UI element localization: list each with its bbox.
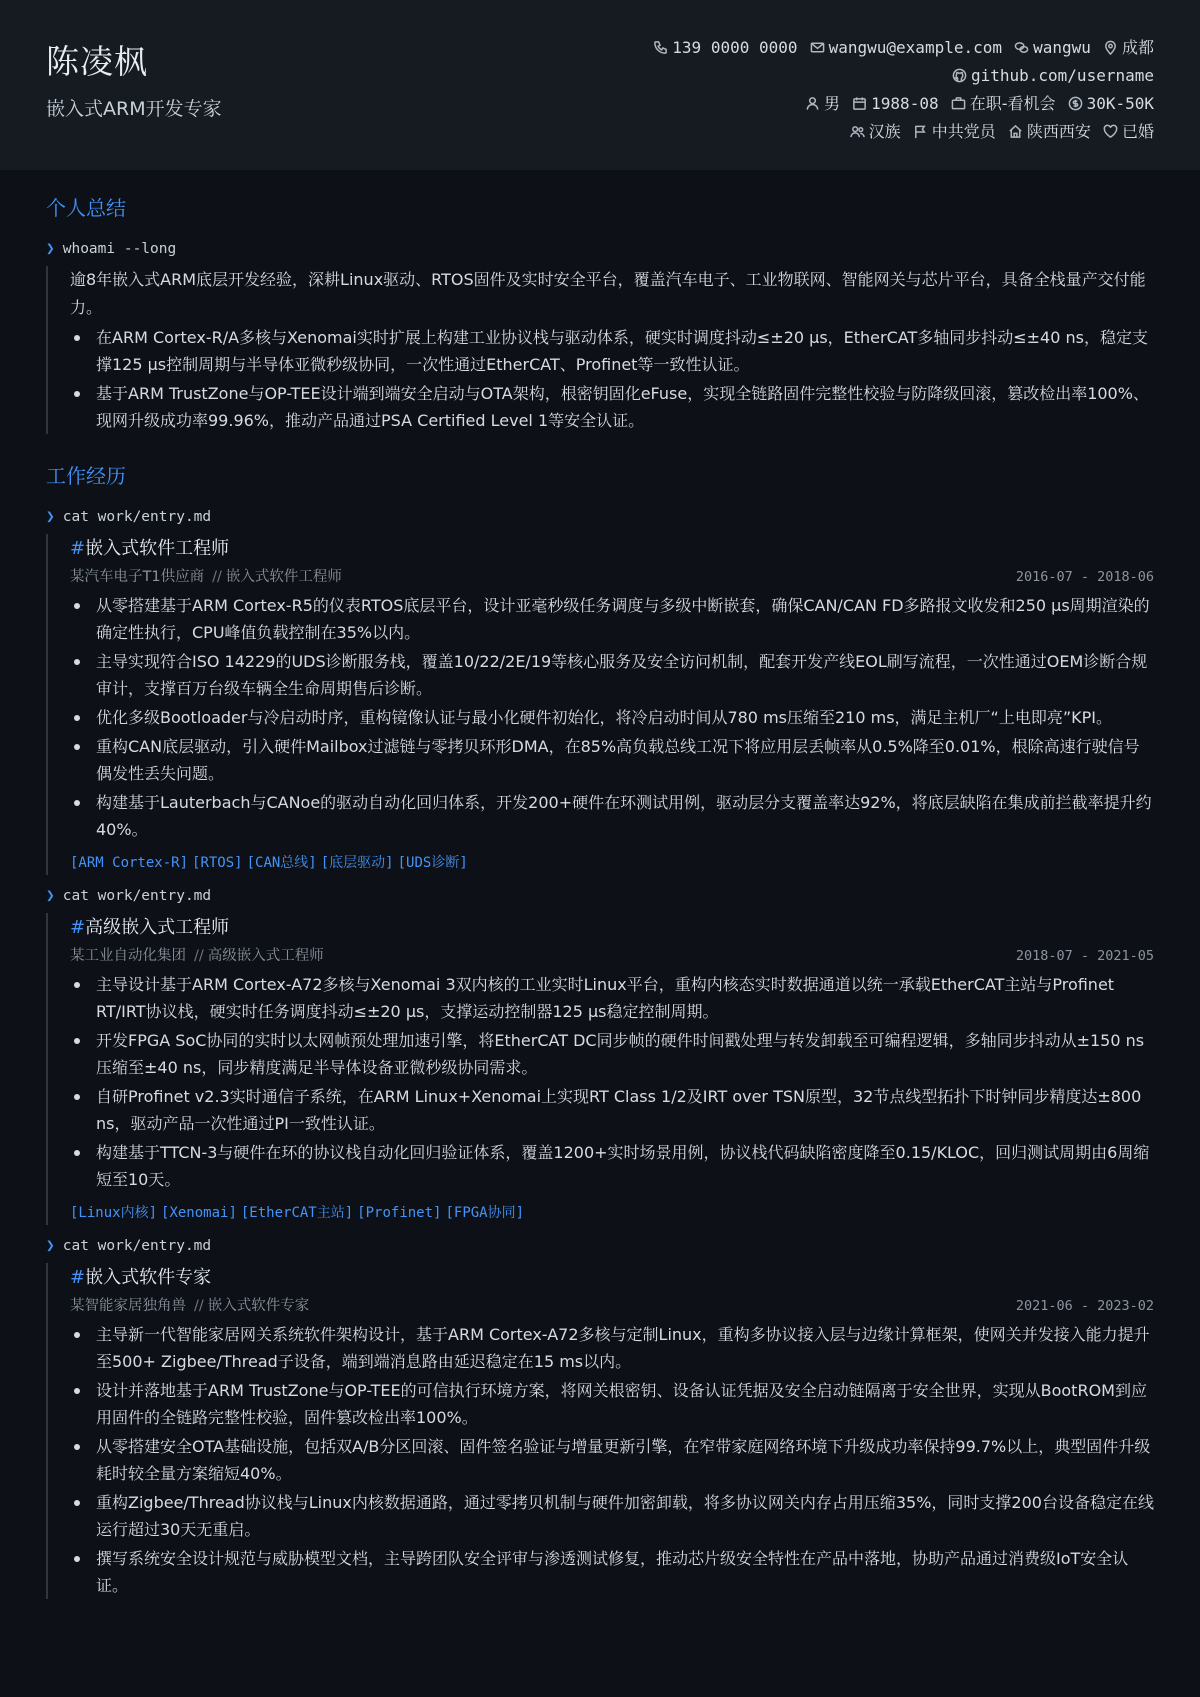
hash-marker: # <box>70 917 86 938</box>
job-dates: 2016-07 - 2018-06 <box>1015 569 1154 585</box>
summary-command: whoami --long <box>62 241 177 257</box>
job-tags <box>70 1201 1154 1225</box>
map-pin-icon <box>1103 36 1118 51</box>
tag: [Xenomai] <box>161 1205 237 1221</box>
meta-separator: // <box>212 569 222 585</box>
mail-icon <box>810 36 825 51</box>
summary-bullets <box>70 324 1154 434</box>
job-command: cat work/entry.md <box>62 1238 212 1254</box>
tag: [RTOS] <box>192 855 243 871</box>
summary-paragraph: 逾8年嵌入式ARM底层开发经验，深耕Linux驱动、RTOS固件及实时安全平台，覆盖汽车电子、工业物联网、智能网关与芯片平台，具备全栈量产交付能力。 <box>70 270 1146 317</box>
job-bullets <box>70 971 1154 1193</box>
calendar-icon <box>852 92 867 107</box>
summary-prompt <box>46 238 1154 260</box>
job-bullet: 开发FPGA SoC协同的实时以太网帧预处理加速引擎，将EtherCAT DC同步帧的硬件时间戳处理与转发卸载至可编程逻辑，多轴同步抖动从±150 ns压缩至±40 ns，同步精度满足半导体设备亚微秒级协同需求。 <box>70 1027 1154 1081</box>
job-tags <box>70 851 1154 875</box>
job-bullets <box>70 1321 1154 1599</box>
job-company-line <box>70 1293 309 1319</box>
tag: [Profinet] <box>357 1205 442 1221</box>
job-bullet: 主导实现符合ISO 14229的UDS诊断服务栈，覆盖10/22/2E/19等核心服务及安全访问机制，配套开发产线EOL刷写流程，一次性通过OEM诊断合规审计，支撑百万台级车辆全生命周期售后诊断。 <box>70 648 1154 702</box>
github-icon <box>952 64 967 79</box>
resume-body <box>0 188 1200 1599</box>
summary-bullet: 基于ARM TrustZone与OP-TEE设计端到端安全启动与OTA架构，根密钥固化eFuse，实现全链路固件完整性校验与防降级回滚，篡改检出率100%、现网升级成功率99.96%，推动产品通过PSA Certified Level 1等安全认证。 <box>70 380 1154 434</box>
flag-icon <box>913 120 928 135</box>
job-meta <box>70 564 1154 590</box>
job-command: cat work/entry.md <box>62 888 212 904</box>
wechat-text: wangwu <box>1033 38 1091 57</box>
job-company: 某汽车电子T1供应商 <box>70 569 205 585</box>
job-role: 高级嵌入式工程师 <box>207 948 324 964</box>
politics-item <box>913 118 996 146</box>
meta-separator: // <box>194 1298 204 1314</box>
salary-item <box>1068 90 1154 118</box>
users-icon <box>850 120 865 135</box>
job-title <box>70 1263 1154 1293</box>
gender-item <box>805 90 840 118</box>
job-title-text: 嵌入式软件工程师 <box>85 538 230 559</box>
job-title <box>70 913 1154 943</box>
tag: [底层驱动] <box>320 855 394 871</box>
tag: [FPGA协同] <box>445 1205 525 1221</box>
marital-text: 已婚 <box>1121 122 1154 141</box>
job-entry <box>46 534 1154 875</box>
user-icon <box>805 92 820 107</box>
ethnicity-text: 汉族 <box>868 122 901 141</box>
job-command: cat work/entry.md <box>62 509 212 525</box>
job-entry <box>46 913 1154 1225</box>
status-text: 在职-看机会 <box>969 94 1056 113</box>
job-title-text: 嵌入式软件专家 <box>85 1267 212 1288</box>
tag: [CAN总线] <box>246 855 317 871</box>
prompt-caret-icon: ❯ <box>46 509 55 525</box>
birth-item <box>852 90 938 118</box>
phone-item <box>653 34 797 62</box>
candidate-role: 嵌入式ARM开发专家 <box>46 98 222 120</box>
job-meta <box>70 943 1154 969</box>
wechat-icon <box>1014 36 1029 51</box>
summary-bullet: 在ARM Cortex-R/A多核与Xenomai实时扩展上构建工业协议栈与驱动体系，硬实时调度抖动≤±20 μs，EtherCAT多轴同步抖动≤±40 ns，稳定支撑125 μs控制周期与半导体亚微秒级协同，一次性通过EtherCAT、Profinet等一致性认证。 <box>70 324 1154 378</box>
hash-marker: # <box>70 1267 86 1288</box>
job-company: 某智能家居独角兽 <box>70 1298 186 1314</box>
job-bullet: 自研Profinet v2.3实时通信子系统，在ARM Linux+Xenomai上实现RT Class 1/2及IRT over TSN原型，32节点线型拓扑下时钟同步精度达±800 ns，驱动产品一次性通过PI一致性认证。 <box>70 1083 1154 1137</box>
summary-block <box>46 266 1154 434</box>
job-dates: 2018-07 - 2021-05 <box>1015 948 1154 964</box>
email-text[interactable]: wangwu@example.com <box>828 38 1002 57</box>
job-meta <box>70 1293 1154 1319</box>
job-company-line <box>70 943 324 969</box>
github-link[interactable]: github.com/username <box>970 66 1154 85</box>
job-bullet: 设计并落地基于ARM TrustZone与OP-TEE的可信执行环境方案，将网关根密钥、设备认证凭据及安全启动链隔离于安全世界，实现从BootROM到应用固件的全链路完整性校验，固件篡改检出率100%。 <box>70 1377 1154 1431</box>
briefcase-icon <box>951 92 966 107</box>
resume-header <box>0 0 1200 170</box>
job-bullet: 构建基于Lauterbach与CANoe的驱动自动化回归体系，开发200+硬件在环测试用例，驱动层分支覆盖率达92%，将底层缺陷在集成前拦截率提升约40%。 <box>70 789 1154 843</box>
prompt-caret-icon: ❯ <box>46 888 55 904</box>
job-entry <box>46 1263 1154 1599</box>
job-role: 嵌入式软件工程师 <box>225 569 342 585</box>
job-bullet: 重构CAN底层驱动，引入硬件Mailbox过滤链与零拷贝环形DMA，在85%高负载总线工况下将应用层丢帧率从0.5%降至0.01%，根除高速行驶信号偶发性丢失问题。 <box>70 733 1154 787</box>
summary-section-title: 个人总结 <box>46 196 126 220</box>
coin-icon <box>1068 92 1083 107</box>
home-icon <box>1008 120 1023 135</box>
job-title <box>70 534 1154 564</box>
job-bullet: 撰写系统安全设计规范与威胁模型文档，主导跨团队安全评审与渗透测试修复，推动芯片级安全特性在产品中落地，协助产品通过消费级IoT安全认证。 <box>70 1545 1154 1599</box>
birth-text: 1988-08 <box>871 94 939 113</box>
github-item[interactable] <box>952 62 1154 90</box>
job-bullets <box>70 592 1154 843</box>
job-title-text: 高级嵌入式工程师 <box>85 917 230 938</box>
job-role: 嵌入式软件专家 <box>207 1298 310 1314</box>
tag: [EtherCAT主站] <box>240 1205 354 1221</box>
candidate-name: 陈凌枫 <box>46 42 148 81</box>
hash-marker: # <box>70 538 86 559</box>
job-bullet: 从零搭建基于ARM Cortex-R5的仪表RTOS底层平台，设计亚毫秒级任务调度与多级中断嵌套，确保CAN/CAN FD多路报文收发和250 μs周期渲染的确定性执行，CPU峰值负载控制在35%以内。 <box>70 592 1154 646</box>
tag: [UDS诊断] <box>397 855 468 871</box>
job-company: 某工业自动化集团 <box>70 948 186 964</box>
politics-text: 中共党员 <box>931 122 996 141</box>
prompt-caret-icon: ❯ <box>46 1238 55 1254</box>
location-text: 成都 <box>1121 38 1154 57</box>
job-bullet: 主导新一代智能家居网关系统软件架构设计，基于ARM Cortex-A72多核与定制Linux，重构多协议接入层与边缘计算框架，使网关并发接入能力提升至500+ Zigbee/Thread子设备，端到端消息路由延迟稳定在15 ms以内。 <box>70 1321 1154 1375</box>
job-bullet: 主导设计基于ARM Cortex-A72多核与Xenomai 3双内核的工业实时Linux平台，重构内核态实时数据通道以统一承载EtherCAT主站与Profinet RT/IRT协议栈，硬实时任务调度抖动≤±20 μs，支撑运动控制器125 μs稳定控制周期。 <box>70 971 1154 1025</box>
job-prompt <box>46 1235 1154 1257</box>
job-bullet: 构建基于TTCN-3与硬件在环的协议栈自动化回归验证体系，覆盖1200+实时场景用例，协议栈代码缺陷密度降至0.15/KLOC，回归测试周期由6周缩短至10天。 <box>70 1139 1154 1193</box>
job-prompt <box>46 506 1154 528</box>
meta-separator: // <box>194 948 204 964</box>
contact-info <box>646 34 1154 146</box>
job-company-line <box>70 564 342 590</box>
hometown-text: 陕西西安 <box>1026 122 1091 141</box>
job-bullet: 优化多级Bootloader与冷启动时序，重构镜像认证与最小化硬件初始化，将冷启动时间从780 ms压缩至210 ms，满足主机厂“上电即亮”KPI。 <box>70 704 1154 731</box>
tag: [Linux内核] <box>70 1205 158 1221</box>
ethnicity-item <box>850 118 901 146</box>
salary-text: 30K-50K <box>1086 94 1154 113</box>
hometown-item <box>1008 118 1091 146</box>
heart-icon <box>1103 120 1118 135</box>
experience-section-title: 工作经历 <box>46 464 126 488</box>
gender-text: 男 <box>824 94 841 113</box>
tag: [ARM Cortex-R] <box>70 855 189 871</box>
wechat-item <box>1014 34 1091 62</box>
email-item[interactable] <box>810 34 1002 62</box>
job-dates: 2021-06 - 2023-02 <box>1015 1298 1154 1314</box>
prompt-caret-icon: ❯ <box>46 241 55 257</box>
job-bullet: 从零搭建安全OTA基础设施，包括双A/B分区回滚、固件签名验证与增量更新引擎，在窄带家庭网络环境下升级成功率保持99.7%以上，典型固件升级耗时较全量方案缩短40%。 <box>70 1433 1154 1487</box>
status-item <box>951 90 1056 118</box>
marital-item <box>1103 118 1154 146</box>
job-bullet: 重构Zigbee/Thread协议栈与Linux内核数据通路，通过零拷贝机制与硬件加密卸载，将多协议网关内存占用压缩35%，同时支撑200台设备稳定在线运行超过30天无重启。 <box>70 1489 1154 1543</box>
job-prompt <box>46 885 1154 907</box>
phone-text: 139 0000 0000 <box>672 38 798 57</box>
phone-icon <box>653 36 668 51</box>
location-item <box>1103 34 1154 62</box>
